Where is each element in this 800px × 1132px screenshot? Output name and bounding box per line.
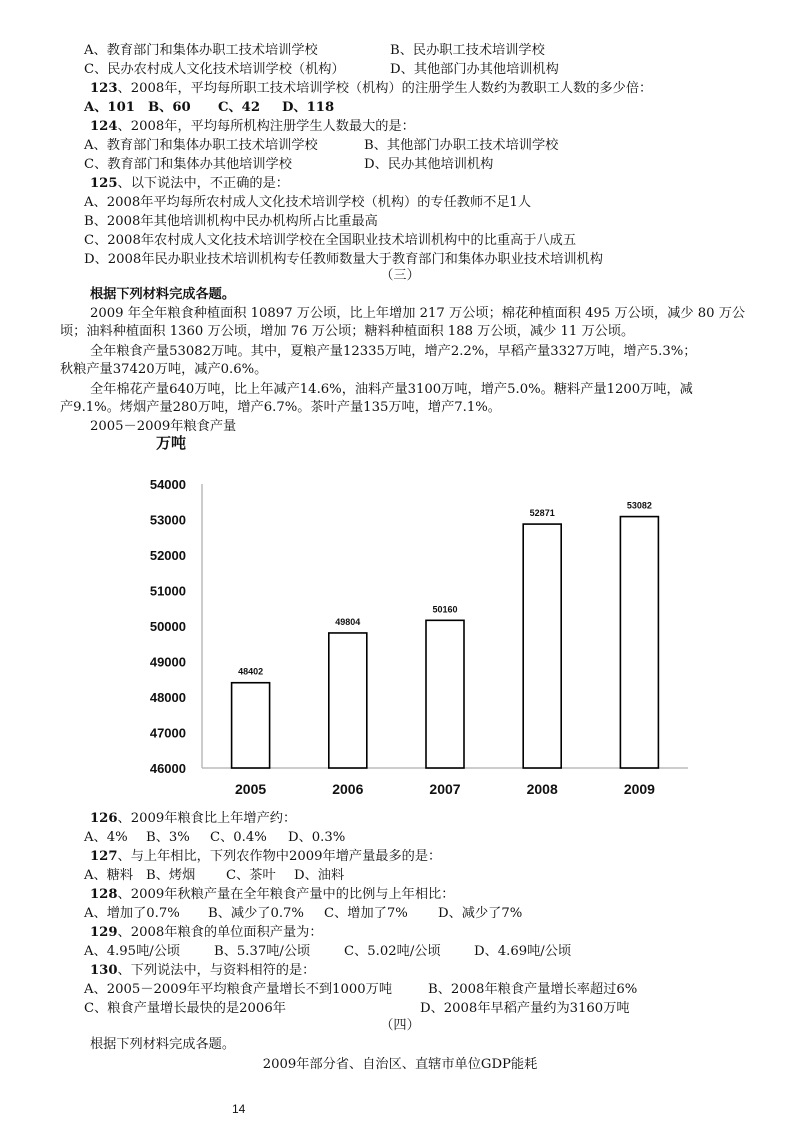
y-tick-label-3: 49000 [149, 654, 186, 670]
q127-option-c: C、茶叶 [226, 868, 276, 883]
data-label-2005: 48402 [238, 666, 264, 677]
q124-text: 、2008年，平均每所机构注册学生人数最大的是： [117, 119, 415, 134]
q128-stem [90, 886, 454, 904]
q129-options [84, 943, 740, 961]
q126-text: 、2009年粮食比上年增产约： [117, 811, 297, 826]
bar-2005 [232, 683, 270, 768]
q126-option-a: A、4% [84, 830, 128, 845]
q130-option-a: A、2005－2009年平均粮食产量增长不到1000万吨 [84, 982, 393, 997]
q126-stem [90, 810, 296, 828]
q129-option-a: A、4.95吨/公顷 [84, 944, 181, 959]
section3-heading: 根据下列材料完成各题。 [90, 287, 236, 302]
q125-stem [90, 175, 289, 193]
section3-p3-line1: 全年棉花产量640万吨，比上年减产14.6%，油料产量3100万吨，增产5.0%。糖料产量1200万吨，减 [90, 382, 693, 397]
q128-options [84, 905, 740, 923]
q123-text: 、2008年，平均每所职工技术培训学校（机构）的注册学生人数约为教职工人数的多少倍： [117, 81, 653, 96]
section3-mark: （三） [380, 268, 420, 283]
energy-table-title: 2009年部分省、自治区、直辖市单位GDP能耗 [262, 1057, 538, 1072]
y-tick-label-5: 51000 [149, 583, 186, 599]
page-number: 14 [232, 1102, 246, 1116]
q123-number: 123 [90, 81, 118, 96]
q122-options-row1 [84, 42, 740, 60]
q124-option-d: D、民办其他培训机构 [364, 157, 494, 172]
q122-option-d: D、其他部门办其他培训机构 [390, 62, 559, 77]
q126-option-d: D、0.3% [288, 830, 346, 845]
q128-text: 、2009年秋粮产量在全年粮食产量中的比例与上年相比： [117, 887, 455, 902]
q123-option-c: C、42 [218, 100, 261, 115]
bar-2008 [523, 524, 561, 768]
q129-number: 129 [90, 925, 118, 940]
section3-p2-line2: 秋粮产量37420万吨，减产0.6%。 [60, 362, 268, 377]
x-tick-label-2006: 2006 [332, 781, 364, 797]
bar-2007 [426, 620, 464, 768]
q127-number: 127 [90, 849, 118, 864]
x-tick-label-2009: 2009 [623, 781, 655, 797]
q125-text: 、以下说法中，不正确的是： [117, 176, 289, 191]
q127-option-a: A、糖料 [84, 868, 134, 883]
q124-options-row1 [84, 137, 740, 155]
q124-options-row2 [84, 156, 740, 174]
bar-2006 [329, 633, 367, 768]
q127-options [84, 867, 740, 885]
y-tick-label-4: 50000 [149, 619, 186, 634]
grain-output-bar-chart [140, 428, 700, 808]
q128-option-a: A、增加了0.7% [84, 906, 180, 921]
q123-option-b: B、60 [148, 100, 191, 115]
section4-mark: （四） [380, 1018, 420, 1033]
q128-number: 128 [90, 887, 118, 902]
x-tick-label-2005: 2005 [235, 781, 267, 797]
y-tick-label-7: 53000 [149, 512, 186, 528]
q123-stem [90, 80, 652, 98]
data-label-2009: 53082 [626, 500, 652, 511]
y-tick-label-1: 47000 [149, 725, 186, 741]
q128-option-c: C、增加了7% [324, 906, 408, 921]
q124-option-c: C、教育部门和集体办其他培训学校 [84, 157, 292, 172]
q125-option-b: B、2008年其他培训机构中民办机构所占比重最高 [84, 214, 378, 229]
q128-option-b: B、减少了0.7% [208, 906, 304, 921]
q124-option-b: B、其他部门办职工技术培训学校 [364, 138, 559, 153]
data-label-2007: 50160 [432, 604, 458, 615]
q126-option-c: C、0.4% [210, 830, 267, 845]
y-tick-label-2: 48000 [149, 690, 186, 705]
q127-text: 、与上年相比，下列农作物中2009年增产量最多的是： [117, 849, 442, 864]
q127-stem [90, 848, 441, 866]
q130-option-d: D、2008年早稻产量约为3160万吨 [420, 1001, 630, 1016]
q129-option-b: B、5.37吨/公顷 [214, 944, 311, 959]
q129-stem [90, 924, 323, 942]
q124-option-a: A、教育部门和集体办职工技术培训学校 [84, 138, 318, 153]
q130-number: 130 [90, 963, 118, 978]
bar-2009 [620, 517, 658, 768]
y-tick-label-8: 54000 [149, 477, 186, 492]
q122-options-row2 [84, 61, 740, 79]
q126-number: 126 [90, 811, 118, 826]
section3-p2-line1: 全年粮食产量53082万吨。其中，夏粮产量12335万吨，增产2.2%，早稻产量3327万吨，增产5.3%； [90, 344, 697, 359]
q122-option-c: C、民办农村成人文化技术培训学校（机构） [84, 62, 345, 77]
q130-option-c: C、粮食产量增长最快的是2006年 [84, 1001, 286, 1016]
q125-number: 125 [90, 176, 118, 191]
section3-p1-line2: 顷；油料种植面积 1360 万公顷，增加 76 万公顷；糖料种植面积 188 万公顷，减少 11 万公顷。 [60, 324, 635, 339]
x-tick-label-2007: 2007 [429, 781, 461, 797]
q127-option-d: D、油料 [294, 868, 345, 883]
q127-option-b: B、烤烟 [146, 868, 196, 883]
data-label-2006: 49804 [335, 616, 361, 627]
q129-text: 、2008年粮食的单位面积产量为： [117, 925, 323, 940]
section3-p3-line2: 产9.1%。烤烟产量280万吨，增产6.7%。茶叶产量135万吨，增产7.1%。 [60, 400, 501, 415]
y-tick-label-0: 46000 [149, 761, 186, 776]
y-tick-label-6: 52000 [149, 548, 186, 563]
q126-options [84, 829, 740, 847]
q129-option-d: D、4.69吨/公顷 [474, 944, 572, 959]
q122-option-a: A、教育部门和集体办职工技术培训学校 [84, 43, 318, 58]
q124-stem [90, 118, 415, 136]
q123-option-d: D、118 [282, 100, 335, 115]
q130-option-b: B、2008年粮食产量增长率超过6% [428, 982, 638, 997]
q129-option-c: C、5.02吨/公顷 [344, 944, 441, 959]
q125-option-d: D、2008年民办职业技术培训机构专任教师数量大于教育部门和集体办职业技术培训机构 [84, 252, 603, 267]
q126-option-b: B、3% [146, 830, 190, 845]
x-tick-label-2008: 2008 [526, 781, 558, 797]
section4-heading: 根据下列材料完成各题。 [90, 1037, 236, 1052]
data-label-2008: 52871 [529, 508, 555, 519]
q130-options-row2 [84, 1000, 740, 1018]
q123-options [84, 99, 740, 117]
chart-caption: 2005－2009年粮食产量 [90, 419, 237, 434]
section3-p1-line1: 2009 年全年粮食种植面积 10897 万公顷，比上年增加 217 万公顷；棉花种植面积 495 万公顷，减少 80 万公 [90, 306, 746, 321]
q123-option-a: A、101 [84, 100, 135, 115]
q130-stem [90, 962, 315, 980]
q124-number: 124 [90, 119, 118, 134]
q122-option-b: B、民办职工技术培训学校 [390, 43, 545, 58]
q125-option-a: A、2008年平均每所农村成人文化技术培训学校（机构）的专任教师不足1人 [84, 195, 532, 210]
q125-option-c: C、2008年农村成人文化技术培训学校在全国职业技术培训机构中的比重高于八成五 [84, 233, 577, 248]
q130-text: 、下列说法中，与资料相符的是： [117, 963, 316, 978]
y-axis-unit-label: 万吨 [156, 435, 187, 452]
q128-option-d: D、减少了7% [438, 906, 523, 921]
q130-options-row1 [84, 981, 740, 999]
